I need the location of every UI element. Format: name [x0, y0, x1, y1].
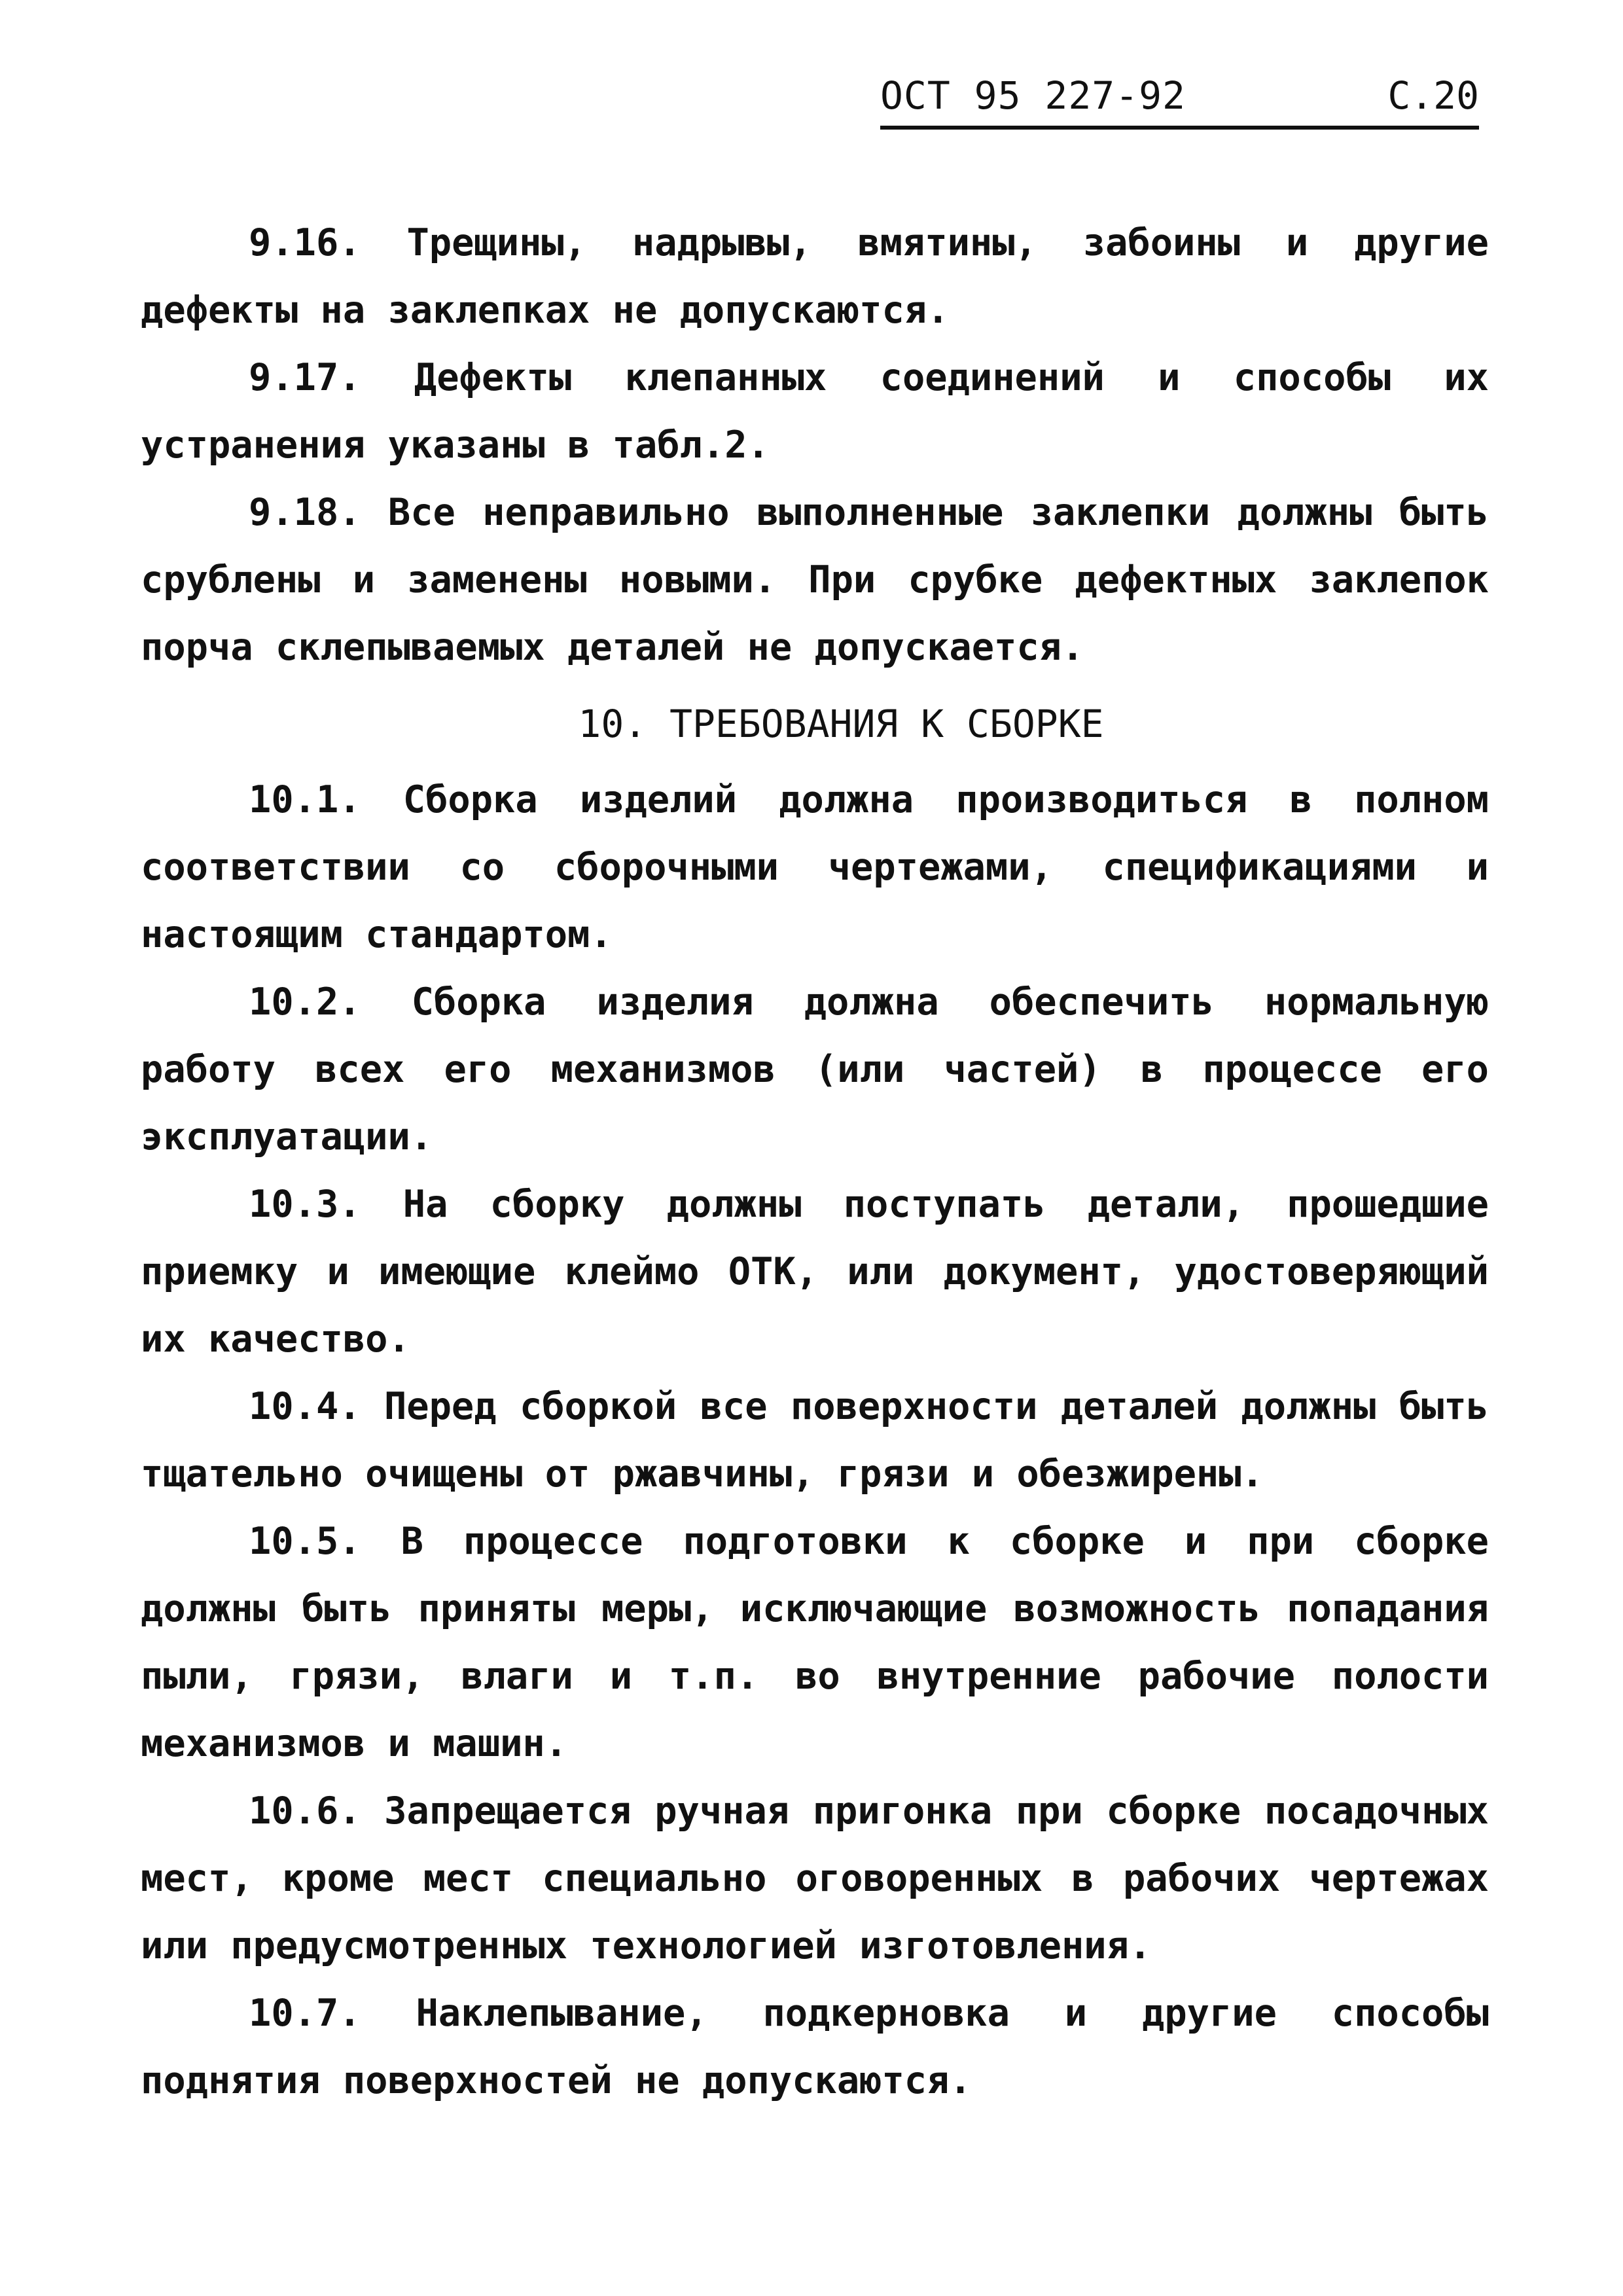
document-code: ОСТ 95 227-92 — [880, 73, 1186, 118]
paragraph-10-1: 10.1. Сборка изделий должна производиться в полном соответствии со сборочными чертежами, спецификациями и настоящим стандартом. — [141, 778, 1489, 956]
page-header — [880, 73, 1479, 130]
paragraph-10-4: 10.4. Перед сборкой все поверхности деталей должны быть тщательно очищены от ржавчины, грязи и обезжирены. — [141, 1385, 1489, 1496]
page-number: С.20 — [1387, 73, 1479, 118]
document-body — [141, 209, 1489, 2115]
paragraph-10-6: 10.6. Запрещается ручная пригонка при сборке посадочных мест, кроме мест специально оговоренных в рабочих чертежах или предусмотренных технологией изготовления. — [141, 1789, 1489, 1967]
paragraph-9-16: 9.16. Трещины, надрывы, вмятины, забоины и другие дефекты на заклепках не допускаются. — [141, 221, 1489, 332]
paragraph-9-18: 9.18. Все неправильно выполненные заклепки должны быть срублены и заменены новыми. При срубке дефектных заклепок порча склепываемых деталей не допускается. — [141, 491, 1489, 669]
paragraph-10-5: 10.5. В процессе подготовки к сборке и при сборке должны быть приняты меры, исключающие возможность попадания пыли, грязи, влаги и т.п. во внутренние рабочие полости механизмов и машин. — [141, 1520, 1489, 1765]
paragraph-10-2: 10.2. Сборка изделия должна обеспечить нормальную работу всех его механизмов (или частей) в процессе его эксплуатации. — [141, 980, 1489, 1158]
section-heading: 10. ТРЕБОВАНИЯ К СБОРКЕ — [578, 702, 1104, 746]
paragraph-9-17: 9.17. Дефекты клепанных соединений и способы их устранения указаны в табл.2. — [141, 356, 1489, 467]
paragraph-10-7: 10.7. Наклепывание, подкерновка и другие способы поднятия поверхностей не допускаются. — [141, 1992, 1489, 2102]
paragraph-10-3: 10.3. На сборку должны поступать детали, прошедшие приемку и имеющие клеймо ОТК, или документ, удостоверяющий их качество. — [141, 1183, 1489, 1361]
